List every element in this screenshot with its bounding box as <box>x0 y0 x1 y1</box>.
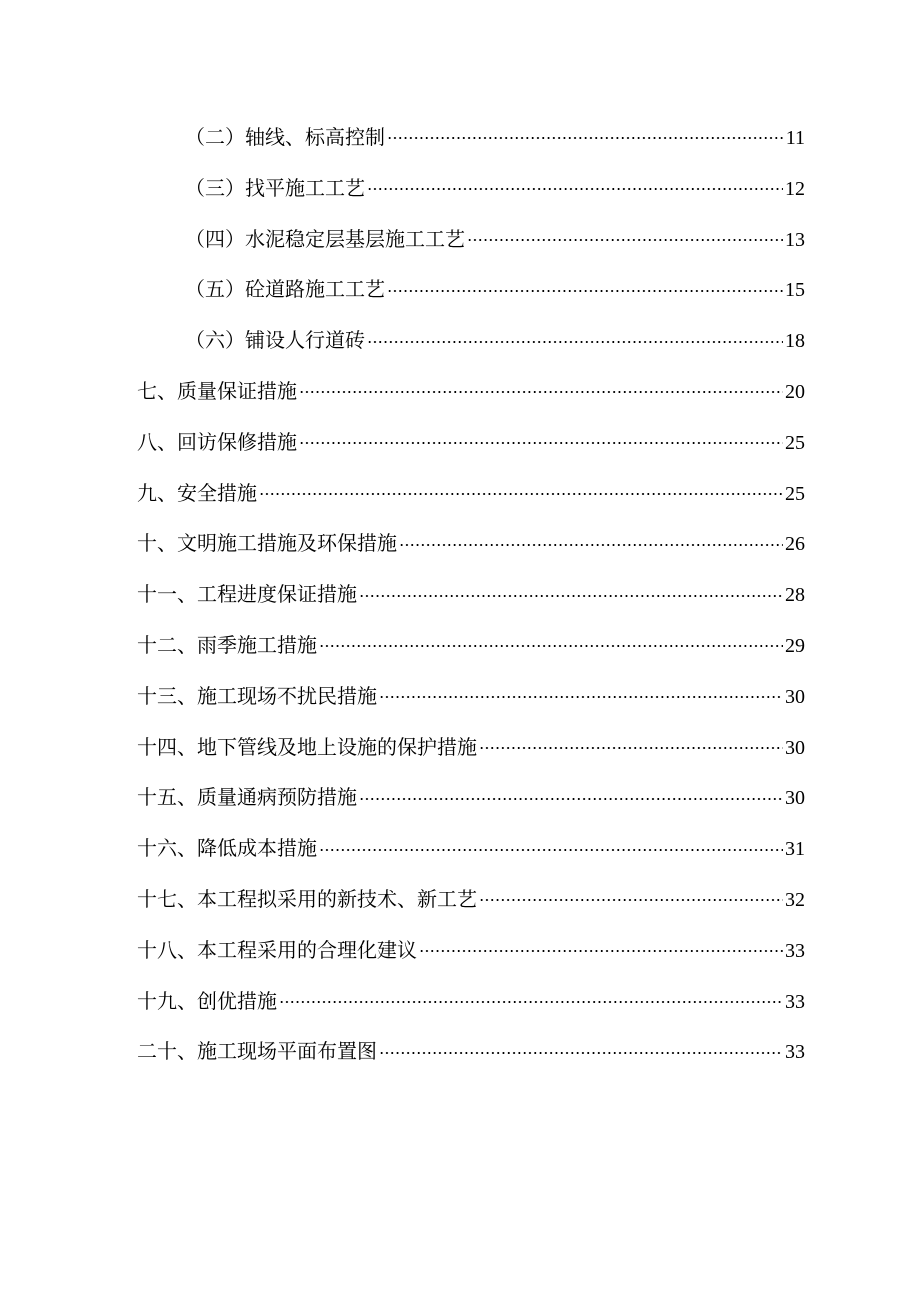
toc-dot-leader <box>367 188 783 190</box>
toc-entry[interactable] <box>0 569 920 620</box>
toc-entry[interactable] <box>0 112 920 163</box>
toc-entry-title: 七、质量保证措施 <box>137 378 297 403</box>
toc-entry-page: 32 <box>785 888 805 911</box>
toc-entry-page: 15 <box>785 279 805 302</box>
toc-entry[interactable] <box>0 620 920 671</box>
toc-dot-leader <box>379 696 783 698</box>
toc-entry[interactable] <box>0 772 920 823</box>
toc-entry-page: 29 <box>785 634 805 657</box>
toc-entry[interactable] <box>0 976 920 1027</box>
toc-entry[interactable] <box>0 1026 920 1077</box>
toc-entry[interactable] <box>0 671 920 722</box>
toc-entry[interactable] <box>0 874 920 925</box>
toc-dot-leader <box>479 747 783 749</box>
toc-entry-page: 28 <box>785 584 805 607</box>
toc-entry-page: 18 <box>785 330 805 353</box>
toc-entry-title: 十、文明施工措施及环保措施 <box>137 531 397 556</box>
toc-entry-title: 十五、质量通病预防措施 <box>137 785 357 810</box>
toc-entry-title: （三）找平施工工艺 <box>185 175 365 200</box>
toc-entry-page: 31 <box>785 838 805 861</box>
toc-dot-leader <box>387 137 784 139</box>
toc-entry[interactable] <box>0 722 920 773</box>
toc-entry-page: 25 <box>785 431 805 454</box>
toc-entry[interactable] <box>0 315 920 366</box>
toc-entry-page: 33 <box>785 990 805 1013</box>
toc-entry-page: 20 <box>785 380 805 403</box>
toc-entry[interactable] <box>0 264 920 315</box>
toc-entry[interactable] <box>0 518 920 569</box>
toc-entry-page: 25 <box>785 482 805 505</box>
toc-entry-title: 十八、本工程采用的合理化建议 <box>137 937 417 962</box>
toc-entry-page: 33 <box>785 939 805 962</box>
toc-entry-title: 二十、施工现场平面布置图 <box>137 1039 377 1064</box>
toc-dot-leader <box>419 950 783 952</box>
toc-entry-page: 33 <box>785 1041 805 1064</box>
toc-entry[interactable] <box>0 214 920 265</box>
toc-entry-page: 13 <box>785 228 805 251</box>
toc-entry-page: 26 <box>785 533 805 556</box>
toc-entry-title: 十三、施工现场不扰民措施 <box>137 683 377 708</box>
toc-entry[interactable] <box>0 925 920 976</box>
toc-entry-title: 十二、雨季施工措施 <box>137 632 317 657</box>
toc-entry-title: （四）水泥稳定层基层施工工艺 <box>185 226 465 251</box>
toc-entry[interactable] <box>0 468 920 519</box>
toc-dot-leader <box>299 442 783 444</box>
toc-dot-leader <box>379 1052 783 1054</box>
toc-entry-page: 12 <box>785 177 805 200</box>
toc-entry-title: 十七、本工程拟采用的新技术、新工艺 <box>137 886 477 911</box>
toc-entry-title: 十一、工程进度保证措施 <box>137 582 357 607</box>
toc-dot-leader <box>399 544 783 546</box>
toc-entry-title: 十九、创优措施 <box>137 988 277 1013</box>
toc-dot-leader <box>359 798 783 800</box>
toc-dot-leader <box>319 849 783 851</box>
table-of-contents <box>0 112 920 1077</box>
toc-entry-title: （二）轴线、标高控制 <box>185 125 385 149</box>
toc-dot-leader <box>259 493 783 495</box>
toc-dot-leader <box>367 341 783 343</box>
toc-entry[interactable] <box>0 366 920 417</box>
toc-entry-title: 十六、降低成本措施 <box>137 836 317 861</box>
toc-entry[interactable] <box>0 823 920 874</box>
toc-entry[interactable] <box>0 417 920 468</box>
toc-entry-page: 30 <box>785 787 805 810</box>
toc-entry-page: 11 <box>785 127 805 149</box>
toc-entry-title: 十四、地下管线及地上设施的保护措施 <box>137 734 477 759</box>
toc-entry-title: 九、安全措施 <box>137 480 257 505</box>
toc-entry-title: （六）铺设人行道砖 <box>185 328 365 353</box>
toc-dot-leader <box>467 239 783 241</box>
toc-dot-leader <box>279 1001 783 1003</box>
toc-dot-leader <box>359 595 783 597</box>
toc-dot-leader <box>299 391 783 393</box>
toc-entry-title: （五）砼道路施工工艺 <box>185 277 385 302</box>
toc-dot-leader <box>319 645 783 647</box>
toc-entry-title: 八、回访保修措施 <box>137 429 297 454</box>
toc-dot-leader <box>387 290 783 292</box>
toc-entry[interactable] <box>0 163 920 214</box>
toc-dot-leader <box>479 899 783 901</box>
toc-entry-page: 30 <box>785 685 805 708</box>
toc-entry-page: 30 <box>785 736 805 759</box>
